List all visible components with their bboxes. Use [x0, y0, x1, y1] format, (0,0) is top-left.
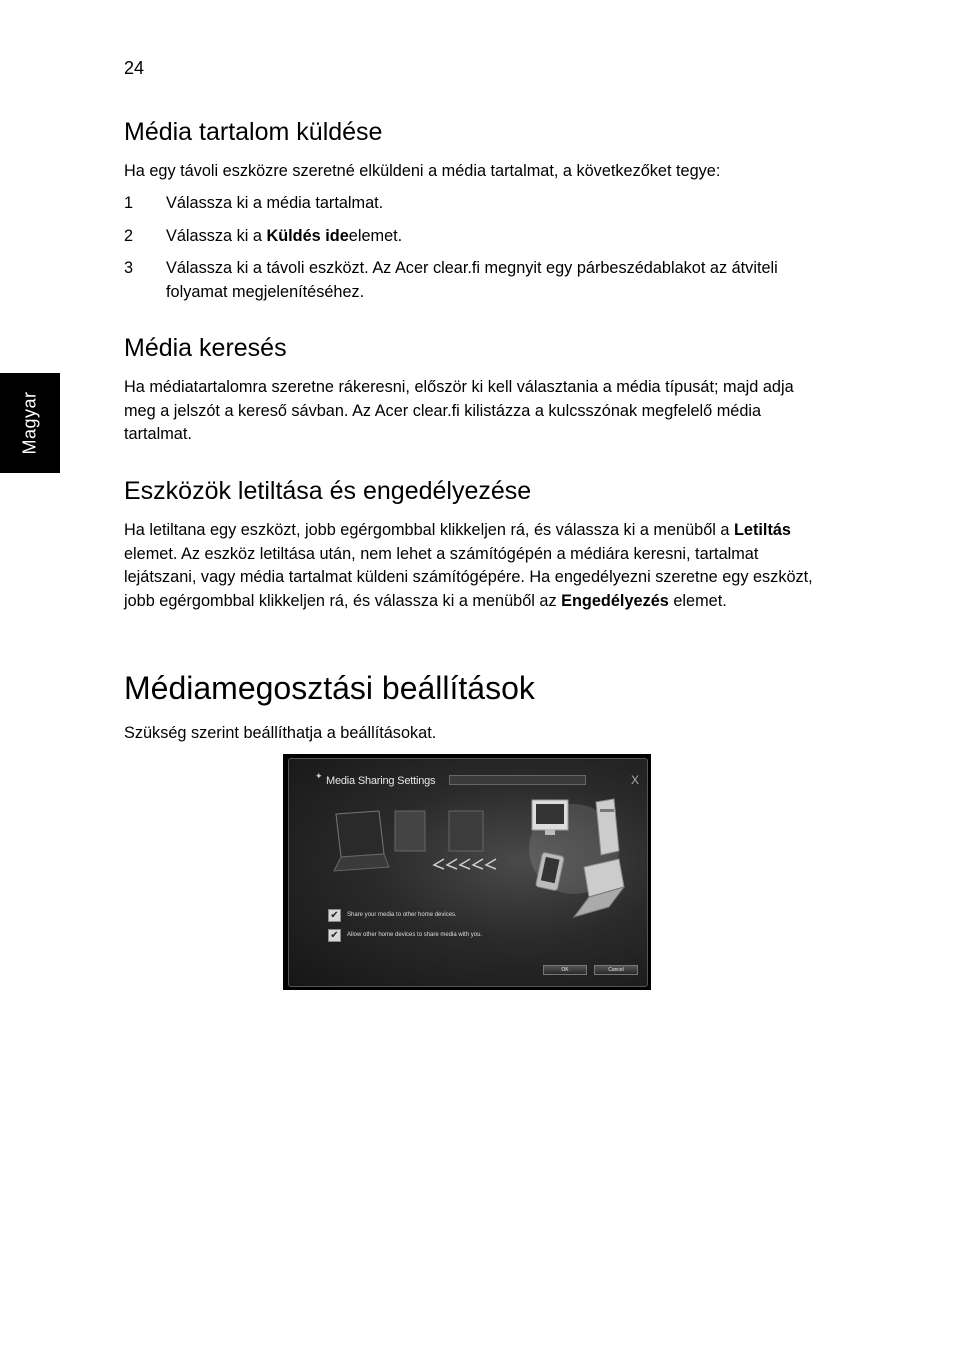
allow-sharing-label: Allow other home devices to share media with you. — [347, 932, 483, 938]
media-thumbnail-icon — [395, 811, 483, 851]
section-heading-sharing-settings: Médiamegosztási beállítások — [124, 670, 535, 706]
devices-illustration — [289, 759, 647, 986]
step-number: 3 — [124, 259, 134, 277]
allow-sharing-checkbox[interactable] — [328, 929, 341, 942]
page-number: 24 — [124, 58, 145, 78]
section-heading-media-send: Média tartalom küldése — [124, 118, 383, 146]
share-media-label: Share your media to other home devices. — [347, 912, 457, 918]
cancel-button[interactable]: Cancel — [594, 965, 638, 975]
dialog-title: Media Sharing Settings — [326, 775, 436, 787]
bold-term: Küldés ide — [266, 227, 349, 245]
bold-term: Letiltás — [733, 521, 791, 539]
section-body: Ha médiatartalomra szeretne rákeresni, először ki kell választania a média típusát; majd adja meg a jelszót a kereső sávban. Az Acer clear.fi kilistázza a kulcsszónak megfelelő média tartalmat. — [124, 378, 794, 443]
check-icon: ✔ — [330, 930, 339, 941]
close-icon[interactable]: X — [630, 773, 639, 787]
step-text: Válassza ki a távoli eszközt. Az Acer clear.fi megnyit egy párbeszédablakot az átviteli folyamat megjelenítéséhez. — [166, 259, 778, 301]
media-sharing-screenshot — [283, 754, 651, 990]
sparkle-icon: ✦ — [315, 771, 323, 781]
section-intro: Ha egy távoli eszközre szeretné elküldeni a média tartalmat, a következőket tegye: — [124, 162, 721, 180]
check-icon: ✔ — [330, 910, 339, 921]
ok-button[interactable]: OK — [543, 965, 587, 975]
transfer-arrows-icon — [434, 859, 496, 869]
desktop-monitor-icon — [532, 800, 568, 835]
section-heading-devices: Eszközök letiltása és engedélyezése — [124, 477, 532, 505]
step-number: 1 — [124, 194, 134, 212]
section-body: Ha letiltana egy eszközt, jobb egérgombbal klikkeljen rá, és válassza ki a menüből a Letiltás elemet. Az eszköz letiltása után, nem lehet a számítógépén a médiára keresni, tartalmat lejátszani, vagy média tartalmat küldeni számítógépére. Ha engedélyezni szeretne egy eszközt, jobb egérgombbal klikkeljen rá, és válassza ki a menüből az Engedélyezés elemet. — [124, 521, 813, 610]
settings-dialog — [288, 758, 648, 987]
step-text: Válassza ki a Küldés ideelemet. — [166, 227, 403, 245]
bold-term: Engedélyezés — [561, 591, 669, 610]
share-media-checkbox[interactable] — [328, 909, 341, 922]
step-number: 2 — [124, 227, 134, 245]
side-tab-label: Magyar — [19, 391, 40, 455]
section-heading-media-search: Média keresés — [124, 334, 287, 362]
section-body: Szükség szerint beállíthatja a beállításokat. — [124, 724, 437, 742]
step-text: Válassza ki a média tartalmat. — [166, 194, 384, 212]
laptop-icon — [334, 811, 389, 871]
language-side-tab — [0, 373, 60, 473]
